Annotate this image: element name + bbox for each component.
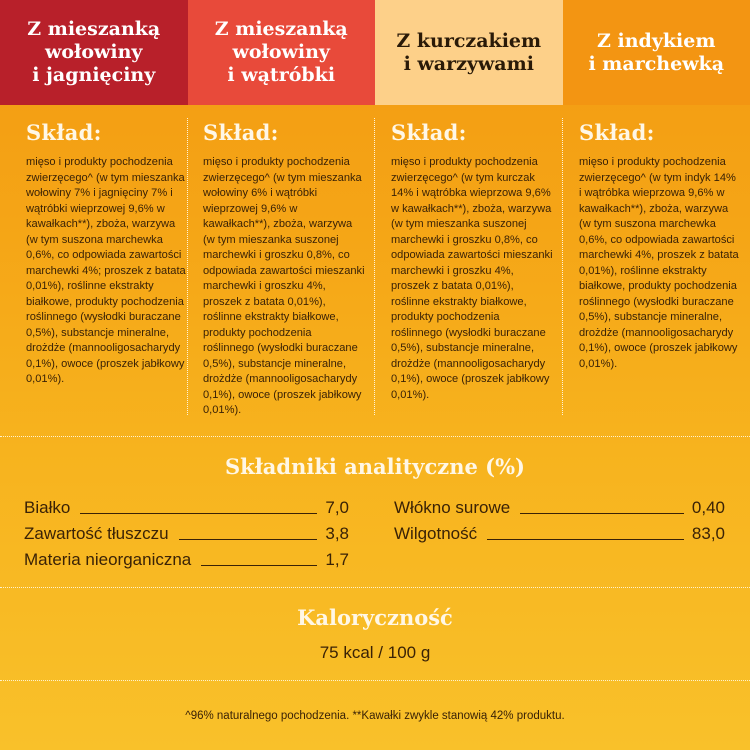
column-divider [562,118,563,415]
composition-heading: Skład: [203,120,279,145]
analytical-label: Zawartość tłuszczu [24,524,169,543]
section-divider [0,680,750,681]
composition-heading: Skład: [26,120,102,145]
analytical-label: Materia nieorganiczna [24,550,192,569]
tab-beef-liver[interactable] [188,0,376,105]
analytical-value: 0,40 [691,498,725,517]
composition-column-1 [26,120,188,388]
analytical-row-protein [24,492,349,518]
analytical-row-ash [24,544,349,570]
leader-line [520,513,684,514]
composition-column-2 [203,120,365,419]
analytical-row-moisture [394,518,725,544]
leader-line [80,513,317,514]
calories-value: 75 kcal / 100 g [319,643,431,662]
leader-line [179,539,318,540]
variant-tabs [0,0,750,105]
analytical-value: 83,0 [691,524,725,543]
composition-heading: Skład: [579,120,655,145]
composition-text: mięso i produkty pochodzenia zwierzęcego^ (w tym mieszanka wołowiny 7% i jagnięciny 7% i wątróbki wieprzowej 9,6% w kawałkach**), zboża, warzywa (w tym suszona marchewka 0,6%, co odpowiada zawartości marchewki 4%; proszek z batata 0,01%), roślinne ekstrakty białkowe, produkty pochodzenia roślinnego (wysłodki buraczane 0,5%), substancje mineralne, drożdże (mannooligosacharydy 0,1%), owoce (proszek jabłkowy 0,01%). [26,156,186,385]
tab-line: Z indykiem [597,29,716,52]
section-divider [0,587,750,588]
tab-line: Z kurczakiem [396,29,542,52]
tab-beef-lamb[interactable] [0,0,188,105]
leader-line [201,565,317,566]
analytical-label: Włókno surowe [394,498,511,517]
tab-turkey-carrot[interactable] [563,0,750,105]
analytical-row-fibre [394,492,725,518]
analytical-title: Składniki analityczne (%) [225,454,525,479]
analytical-value: 3,8 [325,524,349,543]
tab-line: Z mieszanką [27,18,161,40]
composition-text: mięso i produkty pochodzenia zwierzęcego^ (w tym kurczak 14% i wątróbka wieprzowa 9,6% w kawałkach**), zboża, warzywa (w tym mieszanka suszonej marchewki i groszku 0,8%, co odpowiada zawartości mieszanki marchewki i groszku 4%, proszek z batata 0,01%), roślinne ekstrakty białkowe, produkty pochodzenia roślinnego (wysłodki buraczane 0,5%), substancje mineralne, drożdże (mannooligosacharydy 0,1%), owoce (proszek jabłkowy 0,01%). [391,156,553,401]
tab-line: wołowiny [232,41,330,63]
composition-text: mięso i produkty pochodzenia zwierzęcego^ (w tym indyk 14% i wątróbka wieprzowa 9,6% w kawałkach**), zboża, warzywa (w tym suszona marchewka 0,6%, co odpowiada zawartości marchewki 4%, proszek z batata 0,01%), roślinne ekstrakty białkowe, produkty pochodzenia roślinnego (wysłodki buraczane 0,5%), substancje mineralne, drożdże (mannooligosacharydy 0,1%), owoce (proszek jabłkowy 0,01%). [579,156,739,370]
composition-text: mięso i produkty pochodzenia zwierzęcego^ (w tym mieszanka wołowiny 6% i wątróbki wieprzowej 9,6% w kawałkach**), zboża, warzywa (w tym mieszanka suszonej marchewki i groszku 0,8%, co odpowiada zawartości mieszanki marchewki i groszku 4%, proszek z batata 0,01%), roślinne ekstrakty białkowe, produkty pochodzenia roślinnego (wysłodki buraczane 0,5%), substancje mineralne, drożdże (mannooligosacharydy 0,1%), owoce (proszek jabłkowy 0,01%). [203,156,365,416]
tab-line: wołowiny [45,41,143,63]
analytical-value: 7,0 [325,498,349,517]
tab-line: Z mieszanką [214,18,348,40]
tab-chicken-vegetables[interactable] [375,0,563,105]
leader-line [487,539,684,540]
tab-line: i jagnięciny [32,64,156,86]
tab-line: i marchewką [588,52,725,75]
calories-title: Kaloryczność [297,605,453,630]
analytical-label: Białko [24,498,71,517]
analytical-value: 1,7 [325,550,349,569]
footnote: ^96% naturalnego pochodzenia. **Kawałki zwykle stanowią 42% produktu. [185,710,565,722]
section-divider [0,436,750,437]
column-divider [374,118,375,415]
analytical-row-fat [24,518,349,544]
composition-column-4 [579,120,741,372]
composition-column-3 [391,120,553,403]
composition-heading: Skład: [391,120,467,145]
tab-line: i warzywami [403,52,534,75]
analytical-label: Wilgotność [394,524,478,543]
tab-line: i wątróbki [227,64,336,86]
